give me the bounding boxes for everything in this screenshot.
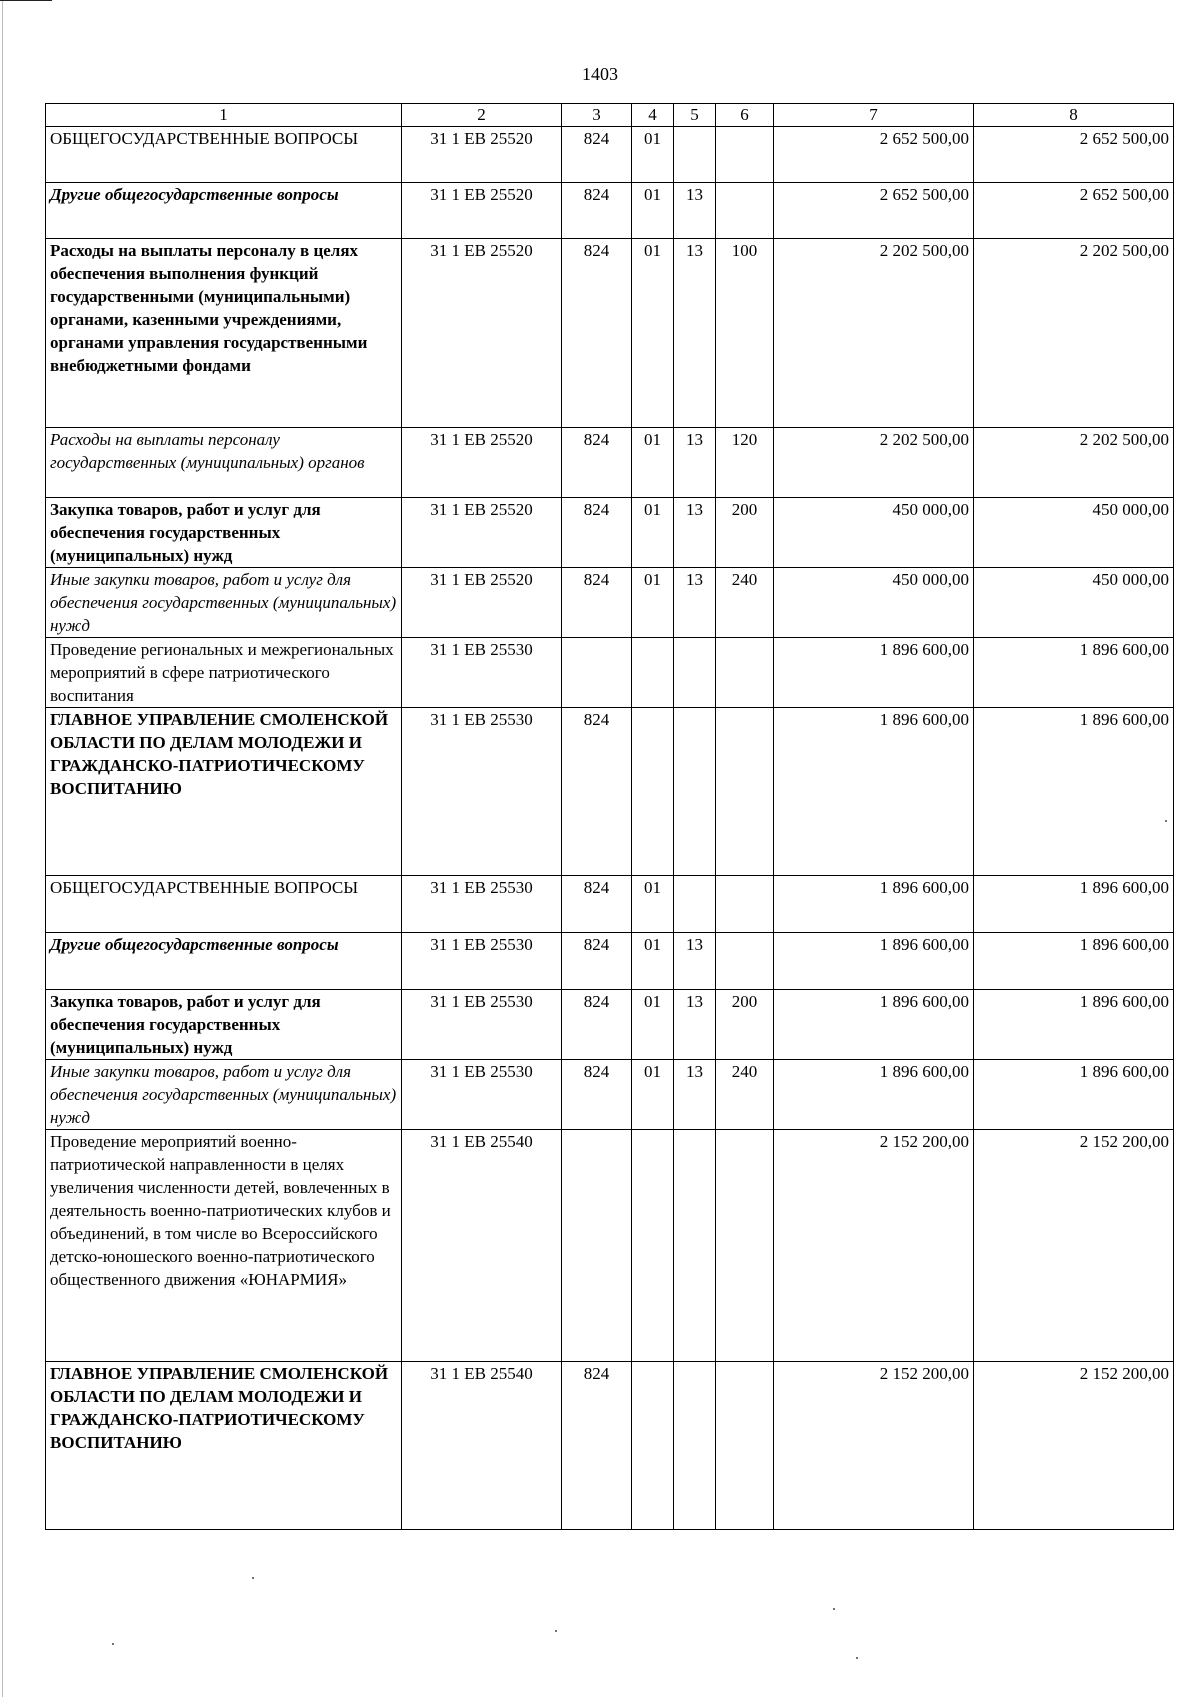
amount-col8-cell: 2 652 500,00 <box>974 127 1174 183</box>
expense-type-cell <box>716 933 774 990</box>
table-row <box>46 1130 1174 1362</box>
row-name-cell: Проведение региональных и межрегиональных мероприятий в сфере патриотического воспитания <box>46 638 402 708</box>
section-cell: 01 <box>632 1060 674 1130</box>
expense-type-cell <box>716 127 774 183</box>
subsection-cell: 13 <box>674 239 716 428</box>
section-cell <box>632 1130 674 1362</box>
amount-col7-cell: 2 152 200,00 <box>774 1362 974 1530</box>
amount-col8-cell: 2 152 200,00 <box>974 1362 1174 1530</box>
section-cell: 01 <box>632 239 674 428</box>
program-code-cell: 31 1 ЕВ 25530 <box>402 933 562 990</box>
amount-col7-cell: 2 652 500,00 <box>774 127 974 183</box>
subsection-cell <box>674 708 716 876</box>
expense-type-cell <box>716 638 774 708</box>
subsection-cell: 13 <box>674 1060 716 1130</box>
table-row <box>46 127 1174 183</box>
table-row <box>46 239 1174 428</box>
amount-col7-cell: 450 000,00 <box>774 568 974 638</box>
column-header-3: 3 <box>562 104 632 127</box>
ministry-code-cell: 824 <box>562 498 632 568</box>
expense-type-cell: 200 <box>716 498 774 568</box>
ministry-code-cell: 824 <box>562 876 632 933</box>
section-cell: 01 <box>632 498 674 568</box>
table-row <box>46 568 1174 638</box>
table-row <box>46 990 1174 1060</box>
section-cell: 01 <box>632 127 674 183</box>
ministry-code-cell: 824 <box>562 990 632 1060</box>
scan-speck <box>555 1630 557 1632</box>
scan-speck <box>833 1608 835 1610</box>
amount-col7-cell: 1 896 600,00 <box>774 708 974 876</box>
subsection-cell <box>674 876 716 933</box>
subsection-cell: 13 <box>674 428 716 498</box>
section-cell <box>632 708 674 876</box>
amount-col7-cell: 2 202 500,00 <box>774 239 974 428</box>
subsection-cell: 13 <box>674 498 716 568</box>
expense-type-cell: 240 <box>716 1060 774 1130</box>
row-name-cell: Закупка товаров, работ и услуг для обеспечения государственных (муниципальных) нужд <box>46 990 402 1060</box>
row-name-cell: ГЛАВНОЕ УПРАВЛЕНИЕ СМОЛЕНСКОЙ ОБЛАСТИ ПО ДЕЛАМ МОЛОДЕЖИ И ГРАЖДАНСКО-ПАТРИОТИЧЕСКОМУ ВОСПИТАНИЮ <box>46 708 402 876</box>
section-cell <box>632 638 674 708</box>
column-header-6: 6 <box>716 104 774 127</box>
section-cell: 01 <box>632 990 674 1060</box>
row-name-cell: Расходы на выплаты персоналу государственных (муниципальных) органов <box>46 428 402 498</box>
ministry-code-cell: 824 <box>562 183 632 239</box>
expense-type-cell: 100 <box>716 239 774 428</box>
row-name-cell: ГЛАВНОЕ УПРАВЛЕНИЕ СМОЛЕНСКОЙ ОБЛАСТИ ПО ДЕЛАМ МОЛОДЕЖИ И ГРАЖДАНСКО-ПАТРИОТИЧЕСКОМУ ВОСПИТАНИЮ <box>46 1362 402 1530</box>
table-body <box>46 127 1174 1530</box>
section-cell: 01 <box>632 568 674 638</box>
scan-speck <box>856 1657 858 1659</box>
row-name-cell: Иные закупки товаров, работ и услуг для обеспечения государственных (муниципальных) нужд <box>46 1060 402 1130</box>
expense-type-cell: 120 <box>716 428 774 498</box>
amount-col7-cell: 1 896 600,00 <box>774 933 974 990</box>
row-name-cell: Другие общегосударственные вопросы <box>46 183 402 239</box>
column-header-4: 4 <box>632 104 674 127</box>
column-header-7: 7 <box>774 104 974 127</box>
amount-col7-cell: 1 896 600,00 <box>774 990 974 1060</box>
amount-col8-cell: 450 000,00 <box>974 568 1174 638</box>
program-code-cell: 31 1 ЕВ 25520 <box>402 568 562 638</box>
ministry-code-cell: 824 <box>562 1060 632 1130</box>
ministry-code-cell: 824 <box>562 127 632 183</box>
table-row <box>46 428 1174 498</box>
table-row <box>46 183 1174 239</box>
expense-type-cell <box>716 183 774 239</box>
table-row <box>46 876 1174 933</box>
ministry-code-cell <box>562 638 632 708</box>
subsection-cell <box>674 1130 716 1362</box>
table-row <box>46 1362 1174 1530</box>
subsection-cell: 13 <box>674 183 716 239</box>
table-row <box>46 1060 1174 1130</box>
program-code-cell: 31 1 ЕВ 25540 <box>402 1362 562 1530</box>
scan-speck <box>252 1577 254 1579</box>
amount-col8-cell: 2 152 200,00 <box>974 1130 1174 1362</box>
ministry-code-cell: 824 <box>562 1362 632 1530</box>
amount-col8-cell: 1 896 600,00 <box>974 708 1174 876</box>
row-name-cell: Иные закупки товаров, работ и услуг для обеспечения государственных (муниципальных) нужд <box>46 568 402 638</box>
table-header <box>46 104 1174 127</box>
amount-col8-cell: 1 896 600,00 <box>974 933 1174 990</box>
column-header-5: 5 <box>674 104 716 127</box>
column-header-1: 1 <box>46 104 402 127</box>
subsection-cell <box>674 127 716 183</box>
expense-type-cell <box>716 1130 774 1362</box>
section-cell <box>632 1362 674 1530</box>
program-code-cell: 31 1 ЕВ 25530 <box>402 876 562 933</box>
ministry-code-cell: 824 <box>562 568 632 638</box>
expense-type-cell <box>716 708 774 876</box>
subsection-cell: 13 <box>674 990 716 1060</box>
expense-type-cell: 200 <box>716 990 774 1060</box>
amount-col8-cell: 1 896 600,00 <box>974 638 1174 708</box>
amount-col7-cell: 2 152 200,00 <box>774 1130 974 1362</box>
amount-col7-cell: 450 000,00 <box>774 498 974 568</box>
subsection-cell <box>674 638 716 708</box>
table-row <box>46 498 1174 568</box>
amount-col7-cell: 2 652 500,00 <box>774 183 974 239</box>
row-name-cell: Проведение мероприятий военно-патриотической направленности в целях увеличения численности детей, вовлеченных в деятельность военно-патриотических клубов и объединений, в том числе во Всероссийского детско-юношеского военно-патриотического общественного движения «ЮНАРМИЯ» <box>46 1130 402 1362</box>
ministry-code-cell: 824 <box>562 239 632 428</box>
ministry-code-cell: 824 <box>562 708 632 876</box>
amount-col7-cell: 2 202 500,00 <box>774 428 974 498</box>
amount-col8-cell: 2 202 500,00 <box>974 239 1174 428</box>
amount-col8-cell: 1 896 600,00 <box>974 1060 1174 1130</box>
section-cell: 01 <box>632 428 674 498</box>
program-code-cell: 31 1 ЕВ 25530 <box>402 708 562 876</box>
expense-type-cell: 240 <box>716 568 774 638</box>
amount-col8-cell: 1 896 600,00 <box>974 876 1174 933</box>
expense-type-cell <box>716 876 774 933</box>
section-cell: 01 <box>632 933 674 990</box>
row-name-cell: Закупка товаров, работ и услуг для обеспечения государственных (муниципальных) нужд <box>46 498 402 568</box>
subsection-cell: 13 <box>674 568 716 638</box>
ministry-code-cell: 824 <box>562 428 632 498</box>
scan-edge-line <box>2 0 3 1697</box>
program-code-cell: 31 1 ЕВ 25540 <box>402 1130 562 1362</box>
row-name-cell: Расходы на выплаты персоналу в целях обеспечения выполнения функций государственными (муниципальными) органами, казенными учреждениями, органами управления государственными внебюджетными фондами <box>46 239 402 428</box>
page-number: 1403 <box>582 64 618 84</box>
subsection-cell: 13 <box>674 933 716 990</box>
program-code-cell: 31 1 ЕВ 25530 <box>402 990 562 1060</box>
table-row <box>46 638 1174 708</box>
program-code-cell: 31 1 ЕВ 25520 <box>402 239 562 428</box>
scan-speck <box>112 1643 114 1645</box>
amount-col8-cell: 2 652 500,00 <box>974 183 1174 239</box>
row-name-cell: Другие общегосударственные вопросы <box>46 933 402 990</box>
section-cell: 01 <box>632 876 674 933</box>
scan-speck <box>1165 820 1167 822</box>
program-code-cell: 31 1 ЕВ 25520 <box>402 127 562 183</box>
section-cell: 01 <box>632 183 674 239</box>
ministry-code-cell <box>562 1130 632 1362</box>
expense-type-cell <box>716 1362 774 1530</box>
budget-table <box>45 103 1174 1530</box>
amount-col8-cell: 450 000,00 <box>974 498 1174 568</box>
amount-col7-cell: 1 896 600,00 <box>774 876 974 933</box>
program-code-cell: 31 1 ЕВ 25520 <box>402 428 562 498</box>
amount-col7-cell: 1 896 600,00 <box>774 1060 974 1130</box>
amount-col8-cell: 1 896 600,00 <box>974 990 1174 1060</box>
scan-corner-mark <box>0 0 52 8</box>
program-code-cell: 31 1 ЕВ 25520 <box>402 183 562 239</box>
program-code-cell: 31 1 ЕВ 25520 <box>402 498 562 568</box>
program-code-cell: 31 1 ЕВ 25530 <box>402 638 562 708</box>
subsection-cell <box>674 1362 716 1530</box>
table-row <box>46 933 1174 990</box>
column-header-2: 2 <box>402 104 562 127</box>
program-code-cell: 31 1 ЕВ 25530 <box>402 1060 562 1130</box>
amount-col7-cell: 1 896 600,00 <box>774 638 974 708</box>
column-header-8: 8 <box>974 104 1174 127</box>
ministry-code-cell: 824 <box>562 933 632 990</box>
amount-col8-cell: 2 202 500,00 <box>974 428 1174 498</box>
row-name-cell: ОБЩЕГОСУДАРСТВЕННЫЕ ВОПРОСЫ <box>46 127 402 183</box>
row-name-cell: ОБЩЕГОСУДАРСТВЕННЫЕ ВОПРОСЫ <box>46 876 402 933</box>
table-row <box>46 708 1174 876</box>
